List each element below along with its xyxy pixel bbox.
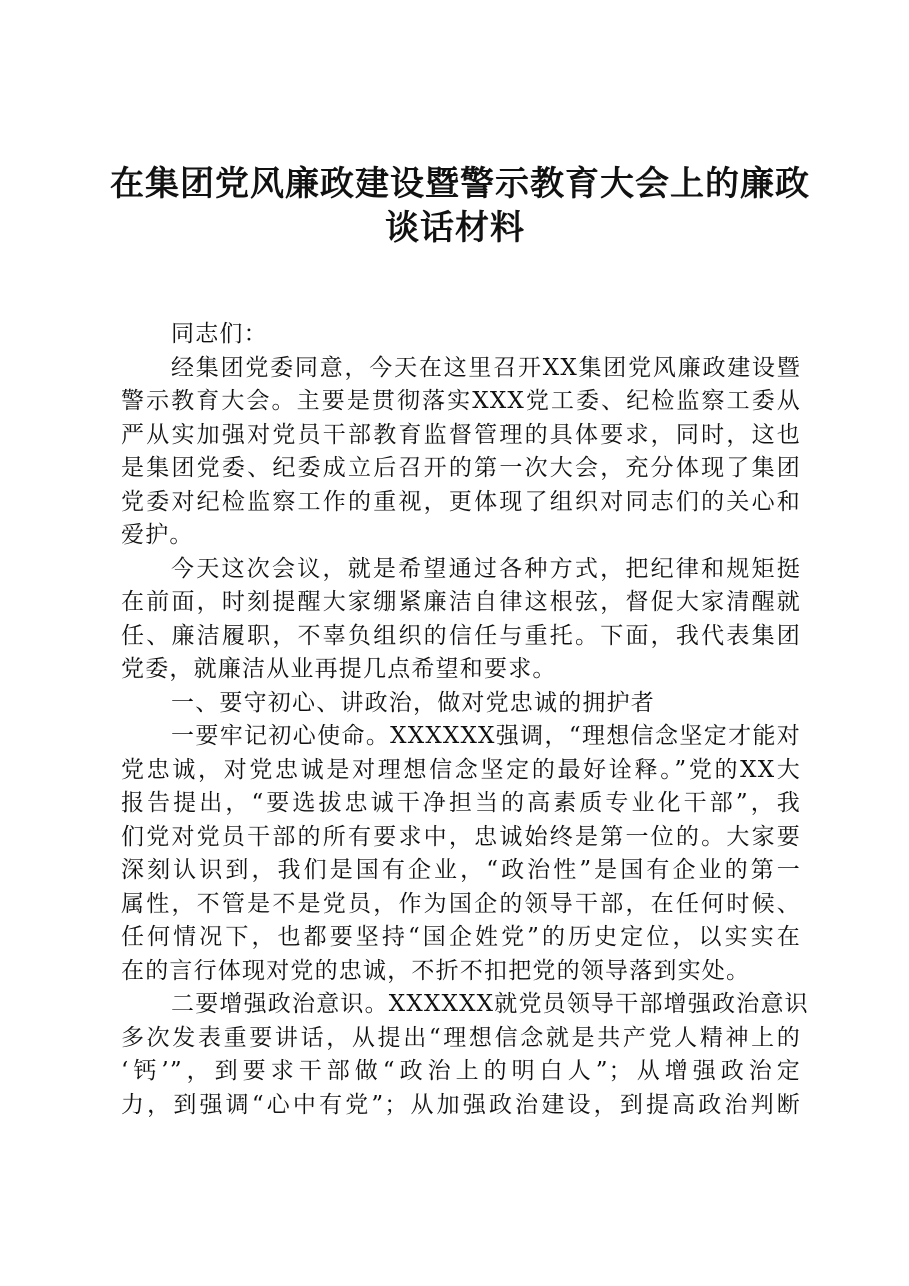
body-text-line: 警示教育大会。主要是贯彻落实XXX党工委、纪检监察工委从 — [121, 388, 801, 414]
body-text-line: 任、廉洁履职，不辜负组织的信任与重托。下面，我代表集团 — [121, 622, 801, 649]
body-text-line: 一、要守初心、讲政治，做对党忠诚的拥护者 — [171, 689, 655, 716]
body-text-line: 二要增强政治意识。XXXXXX就党员领导干部增强政治意识 — [171, 991, 809, 1017]
body-text-line: 在的言行体现对党的忠诚，不折不扣把党的领导落到实处。 — [121, 957, 751, 984]
body-text-line: 党忠诚，对党忠诚是对理想信念坚定的最好诠释。”党的XX大 — [121, 756, 801, 783]
body-text-line: 们党对党员干部的所有要求中，忠诚始终是第一位的。大家要 — [121, 823, 801, 850]
body-text-line: 是集团党委、纪委成立后召开的第一次大会，充分体现了集团 — [121, 455, 801, 481]
body-text-line: 经集团党委同意，今天在这里召开XX集团党风廉政建设暨 — [171, 354, 801, 381]
body-text-line: 深刻认识到，我们是国有企业，“政治性”是国有企业的第一 — [121, 857, 801, 883]
body-text-line: 任何情况下，也都要坚持“国企姓党”的历史定位，以实实在 — [121, 924, 801, 950]
body-text-line: 在前面，时刻提醒大家绷紧廉洁自律这根弦，督促大家清醒就 — [121, 589, 801, 615]
body-text-line: 党委对纪检监察工作的重视，更体现了组织对同志们的关心和 — [121, 488, 801, 515]
body-text-line: 严从实加强对党员干部教育监督管理的具体要求，同时，这也 — [121, 421, 801, 448]
body-text-line: 多次发表重要讲话，从提出“理想信念就是共产党人精神上的 — [121, 1024, 801, 1051]
document-title-line-1: 在集团党风廉政建设暨警示教育大会上的廉政 — [110, 164, 810, 204]
body-text-line: 同志们： — [171, 321, 268, 347]
body-text-line: ‘钙’”，到要求干部做“政治上的明白人”；从增强政治定 — [121, 1058, 801, 1084]
body-text-line: 党委，就廉洁从业再提几点希望和要求。 — [121, 656, 557, 682]
body-text-line: 今天这次会议，就是希望通过各种方式，把纪律和规矩挺 — [171, 555, 801, 582]
body-text-line: 报告提出，“要选拔忠诚干净担当的高素质专业化干部”，我 — [121, 790, 801, 816]
body-text-line: 力，到强调“心中有党”；从加强政治建设，到提高政治判断 — [121, 1091, 801, 1118]
document-body — [121, 318, 809, 1122]
body-text-line: 爱护。 — [121, 522, 194, 548]
document-title-line-2: 谈话材料 — [385, 208, 525, 248]
body-text-line: 属性，不管是不是党员，作为国企的领导干部，在任何时候、 — [121, 890, 801, 917]
body-text-line: 一要牢记初心使命。XXXXXX强调，“理想信念坚定才能对 — [171, 723, 801, 749]
